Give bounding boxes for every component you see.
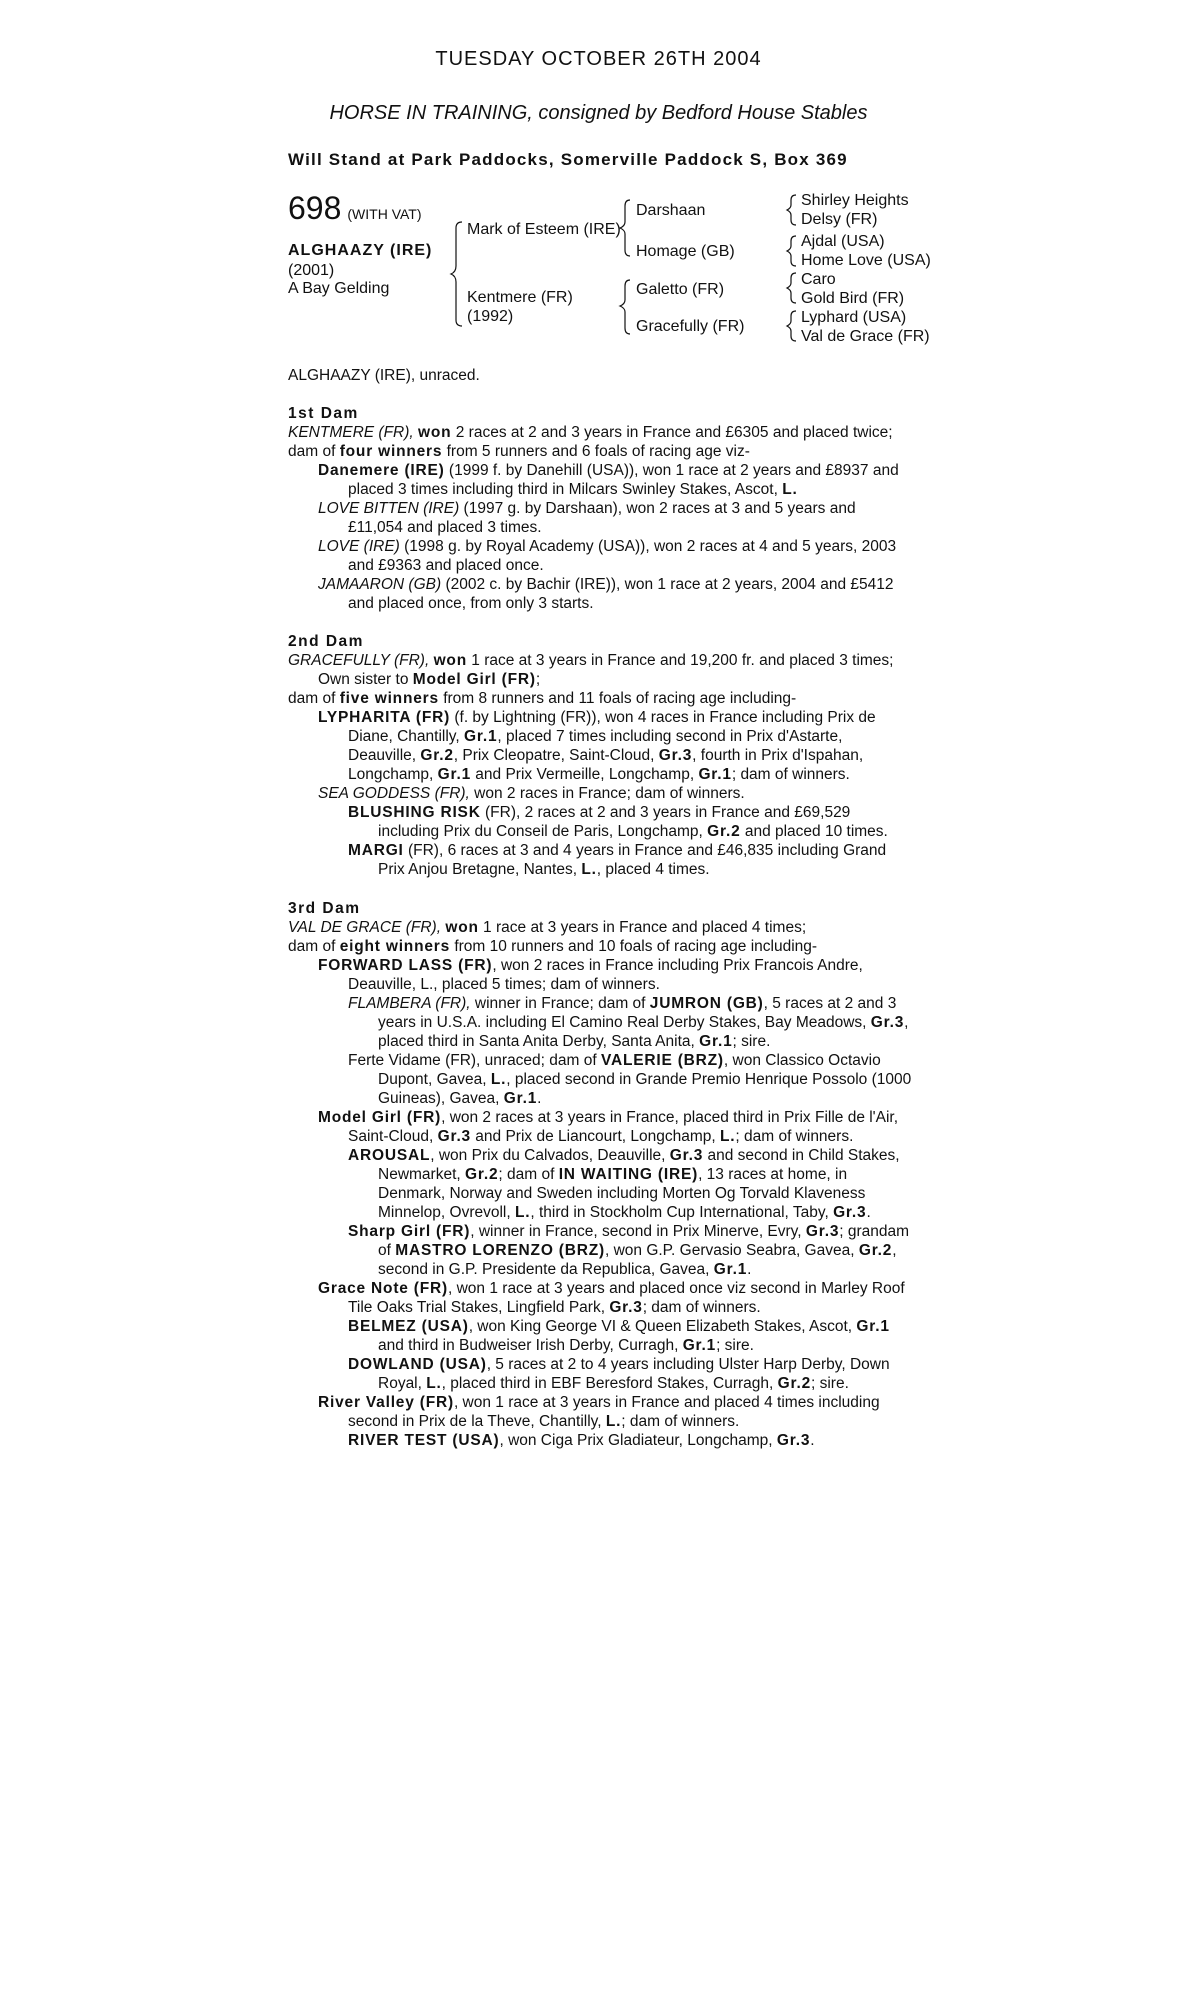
produce-entry: FORWARD LASS (FR), won 2 races in France including Prix Francois Andre, Deauville, L., placed 5 times; dam of winners. [318, 957, 863, 993]
dam-record: GRACEFULLY (FR), won 1 race at 3 years in France and 19,200 fr. and placed 3 times; [288, 652, 894, 669]
section-heading: 3rd Dam [288, 900, 361, 917]
produce-entry: DOWLAND (USA), 5 races at 2 to 4 years including Ulster Harp Derby, Down Royal, L., placed third in EBF Beresford Stakes, Curragh, Gr.2; sire. [348, 1356, 890, 1392]
produce-entry: Grace Note (FR), won 1 race at 3 years and placed once viz second in Marley Roof Tile Oaks Trial Stakes, Lingfield Park, Gr.3; dam of winners. [318, 1280, 905, 1316]
pedigree-dam-sire: Galetto (FR) [636, 281, 725, 298]
pedigree-g3-8: Val de Grace (FR) [801, 328, 930, 345]
produce-entry: LYPHARITA (FR) (f. by Lightning (FR)), won 4 races in France including Prix de Diane, Chantilly, Gr.1, placed 7 times including second in Prix d'Astarte, Deauville, Gr.2, Prix Cleopatre, Saint-Cloud, Gr.3, fourth in Prix d'Ispahan, Longchamp, Gr.1 and Prix Vermeille, Longchamp, Gr.1; dam of winners. [318, 709, 876, 783]
racing-summary [288, 366, 913, 385]
lot-number: 698 [288, 190, 342, 226]
sale-date: TUESDAY OCTOBER 26TH 2004 [435, 48, 762, 70]
produce-entry: JAMAARON (GB) (2002 c. by Bachir (IRE)), won 1 race at 2 years, 2004 and £5412 and placed once, from only 3 starts. [318, 576, 894, 612]
produce-entry: MARGI (FR), 6 races at 3 and 4 years in France and £46,835 including Grand Prix Anjou Bretagne, Nantes, L., placed 4 times. [348, 842, 887, 878]
second-dam-section [288, 632, 913, 879]
first-dam-section [288, 404, 913, 613]
pedigree-sire-dam: Homage (GB) [636, 243, 735, 260]
pedigree-sire-sire: Darshaan [636, 202, 706, 219]
stand-location: Will Stand at Park Paddocks, Somerville Paddock S, Box 369 [288, 150, 848, 169]
dam-record: VAL DE GRACE (FR), won 1 race at 3 years in France and placed 4 times; [288, 919, 807, 936]
pedigree-g3-3: Ajdal (USA) [801, 233, 885, 250]
produce-entry: RIVER TEST (USA), won Ciga Prix Gladiateur, Longchamp, Gr.3. [348, 1432, 815, 1449]
vat-note: (WITH VAT) [347, 206, 422, 222]
produce-entry: AROUSAL, won Prix du Calvados, Deauville, Gr.3 and second in Child Stakes, Newmarket, Gr.2; dam of IN WAITING (IRE), 13 races at home, in Denmark, Norway and Sweden including Morten Og Torvald Klaveness Minnelop, Ovrevoll, L., third in Stockholm Cup International, Taby, Gr.3. [348, 1147, 900, 1221]
produce-entry: Ferte Vidame (FR), unraced; dam of VALERIE (BRZ), won Classico Octavio Dupont, Gavea, L., placed second in Grande Premio Henrique Possolo (1000 Guineas), Gavea, Gr.1. [348, 1052, 912, 1107]
dam-produce: dam of eight winners from 10 runners and 10 foals of racing age including- [288, 938, 818, 955]
section-heading: 1st Dam [288, 405, 359, 422]
produce-entry: Sharp Girl (FR), winner in France, second in Prix Minerve, Evry, Gr.3; grandam of MASTRO LORENZO (BRZ), won G.P. Gervasio Seabra, Gavea, Gr.2, second in G.P. Presidente da Republica, Gavea, Gr.1. [348, 1223, 910, 1278]
pedigree-dam: Kentmere (FR) [467, 289, 573, 306]
pedigree-g3-1: Shirley Heights [801, 192, 909, 209]
pedigree-brackets [0, 0, 1197, 360]
dam-record: KENTMERE (FR), won 2 races at 2 and 3 years in France and £6305 and placed twice; [288, 424, 893, 441]
consignment-line: HORSE IN TRAINING, consigned by Bedford House Stables [329, 102, 868, 124]
pedigree-dam-dam: Gracefully (FR) [636, 318, 745, 335]
produce-entry: LOVE BITTEN (IRE) (1997 g. by Darshaan), won 2 races at 3 and 5 years and £11,054 and placed 3 times. [318, 500, 856, 536]
pedigree-g3-7: Lyphard (USA) [801, 309, 907, 326]
third-dam-section [288, 899, 913, 1450]
produce-entry: LOVE (IRE) (1998 g. by Royal Academy (USA)), won 2 races at 4 and 5 years, 2003 and £9363 and placed once. [318, 538, 897, 574]
pedigree-dam-year: (1992) [467, 308, 514, 325]
produce-entry: SEA GODDESS (FR), won 2 races in France; dam of winners. [318, 785, 745, 802]
section-heading: 2nd Dam [288, 633, 364, 650]
dam-produce: dam of five winners from 8 runners and 11 foals of racing age including- [288, 690, 797, 707]
produce-entry: FLAMBERA (FR), winner in France; dam of JUMRON (GB), 5 races at 2 and 3 years in U.S.A. including El Camino Real Derby Stakes, Bay Meadows, Gr.3, placed third in Santa Anita Derby, Santa Anita, Gr.1; sire. [348, 995, 909, 1050]
horse-year: (2001) [288, 262, 335, 279]
produce-entry: BLUSHING RISK (FR), 2 races at 2 and 3 years in France and £69,529 including Prix du Conseil de Paris, Longchamp, Gr.2 and placed 10 times. [348, 804, 888, 840]
horse-description: A Bay Gelding [288, 280, 390, 297]
pedigree-g3-5: Caro [801, 271, 836, 288]
produce-entry: Danemere (IRE) (1999 f. by Danehill (USA)), won 1 race at 2 years and £8937 and placed 3 times including third in Milcars Swinley Stakes, Ascot, L. [318, 462, 899, 498]
pedigree-g3-4: Home Love (USA) [801, 252, 931, 269]
pedigree-g3-6: Gold Bird (FR) [801, 290, 905, 307]
pedigree-g3-2: Delsy (FR) [801, 211, 878, 228]
sister-note: Own sister to Model Girl (FR); [318, 671, 541, 688]
pedigree-sire: Mark of Esteem (IRE) [467, 221, 621, 238]
horse-name: ALGHAAZY (IRE) [288, 242, 433, 259]
dam-produce: dam of four winners from 5 runners and 6 foals of racing age viz- [288, 443, 750, 460]
produce-entry: BELMEZ (USA), won King George VI & Queen Elizabeth Stakes, Ascot, Gr.1 and third in Budweiser Irish Derby, Curragh, Gr.1; sire. [348, 1318, 890, 1354]
produce-entry: Model Girl (FR), won 2 races at 3 years in France, placed third in Prix Fille de l'Air, Saint-Cloud, Gr.3 and Prix de Liancourt, Longchamp, L.; dam of winners. [318, 1109, 899, 1145]
summary-line: ALGHAAZY (IRE), unraced. [288, 367, 480, 384]
produce-entry: River Valley (FR), won 1 race at 3 years in France and placed 4 times including second in Prix de la Theve, Chantilly, L.; dam of winners. [318, 1394, 880, 1430]
